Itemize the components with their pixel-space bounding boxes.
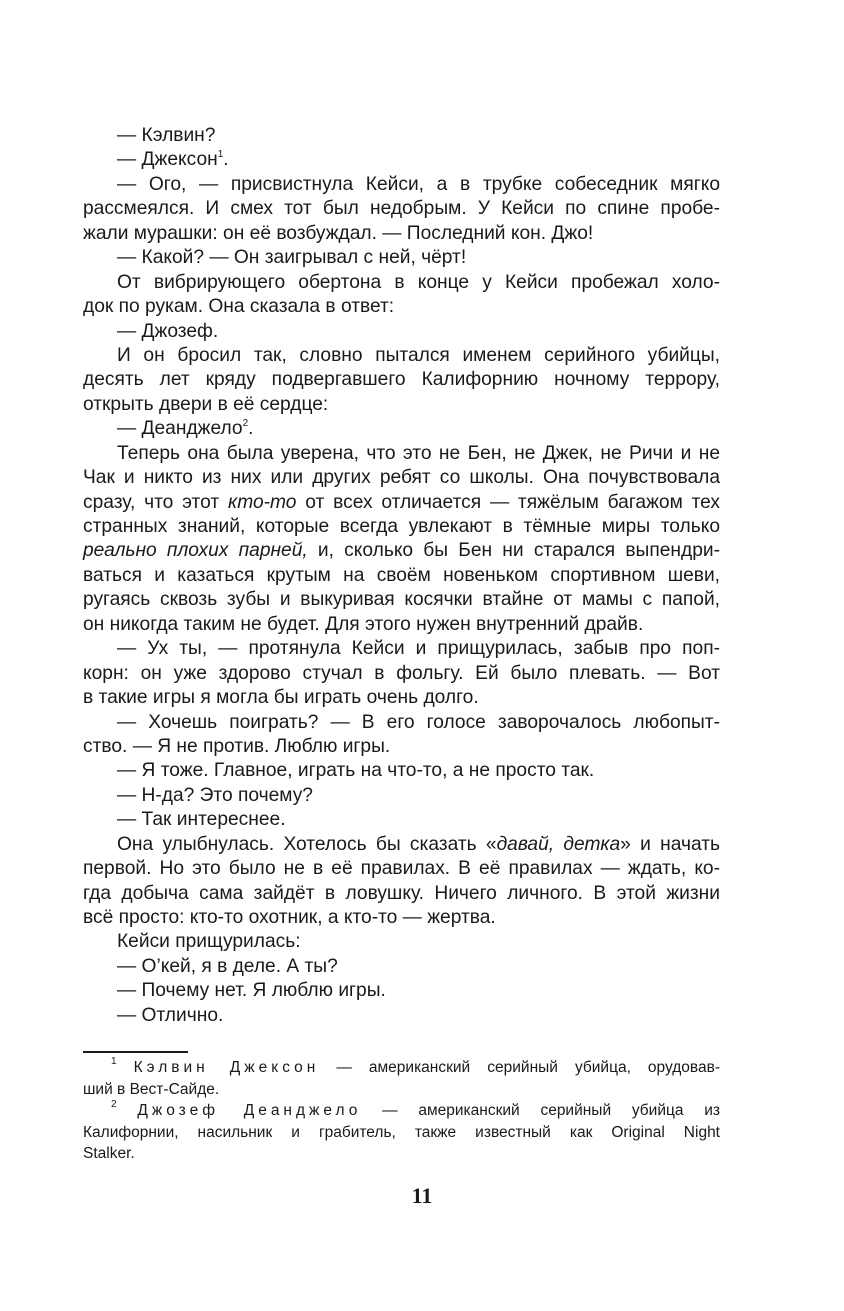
text-segment: — Какой? — Он заигрывал с ней, чёрт! bbox=[117, 247, 467, 269]
text-segment: и, сколько бы Бен ни старался выпендри- bbox=[307, 540, 720, 562]
text-segment: ство. — Я не против. Люблю игры. bbox=[83, 735, 391, 757]
text-line bbox=[83, 930, 720, 954]
text-segment: — американский серийный убийца, орудовав- bbox=[319, 1059, 720, 1076]
body-text bbox=[83, 124, 720, 1028]
text-segment: в такие игры я могла бы играть очень долго. bbox=[83, 687, 479, 709]
footnote-marker: 1 bbox=[217, 149, 224, 161]
text-segment: — Ух ты, — протянула Кейси и прищурилась, забыв про поп- bbox=[117, 638, 720, 660]
text-segment: — Н-да? Это почему? bbox=[117, 784, 313, 806]
text-segment bbox=[117, 1102, 138, 1119]
text-segment: — Ого, — присвистнула Кейси, а в трубке собеседник мягко bbox=[117, 173, 720, 195]
text-line bbox=[83, 271, 720, 295]
text-line bbox=[83, 466, 720, 490]
text-segment: — Отлично. bbox=[117, 1004, 224, 1026]
text-line bbox=[83, 222, 720, 246]
text-segment: открыть двери в её сердце: bbox=[83, 393, 329, 415]
text-line bbox=[83, 491, 720, 515]
page-number: 11 bbox=[411, 1183, 433, 1208]
text-line bbox=[83, 759, 720, 783]
text-segment: док по рукам. Она сказала в ответ: bbox=[83, 296, 395, 318]
text-segment: от всех отличается — тяжёлым багажом тех bbox=[296, 491, 720, 513]
text-segment: корн: он уже здорово стучал в фольгу. Ей было плевать. — Вот bbox=[83, 662, 720, 684]
footnote-line bbox=[83, 1143, 720, 1165]
text-segment: » и начать bbox=[620, 833, 720, 855]
text-segment: — Джексон bbox=[117, 149, 218, 171]
text-line bbox=[83, 173, 720, 197]
text-line bbox=[83, 246, 720, 270]
text-line bbox=[83, 295, 720, 319]
text-segment: рассмеялся. И смех тот был недобрым. У Кейси по спине пробе- bbox=[83, 198, 720, 220]
text-line bbox=[83, 344, 720, 368]
text-segment: — Я тоже. Главное, играть на что-то, а не просто так. bbox=[117, 760, 595, 782]
text-line bbox=[83, 955, 720, 979]
text-segment: Чак и никто из них или других ребят со школы. Она почувствовала bbox=[83, 467, 720, 489]
text-segment: От вибрирующего обертона в конце у Кейси пробежал холо- bbox=[117, 271, 720, 293]
text-segment: ший в Вест-Сайде. bbox=[83, 1080, 220, 1098]
text-segment: странных знаний, которые всегда увлекают в тёмные миры только bbox=[83, 516, 720, 537]
text-line bbox=[83, 784, 720, 808]
text-line bbox=[83, 662, 720, 686]
text-segment: первой. Но это было не в её правилах. В её правилах — ждать, ко- bbox=[83, 858, 720, 880]
text-segment: Кейси прищурилась: bbox=[117, 931, 301, 953]
text-line bbox=[83, 124, 720, 148]
text-line bbox=[83, 320, 720, 344]
text-line bbox=[83, 148, 720, 172]
text-segment: — О’кей, я в деле. А ты? bbox=[117, 955, 338, 977]
text-line bbox=[83, 637, 720, 661]
text-segment: Теперь она была уверена, что это не Бен, не Джек, не Ричи и не bbox=[117, 442, 720, 464]
text-line bbox=[83, 882, 720, 906]
text-line bbox=[83, 711, 720, 735]
footnotes bbox=[83, 1057, 720, 1165]
text-segment: Stalker. bbox=[83, 1145, 135, 1162]
footnote-line bbox=[83, 1100, 720, 1122]
footnote-marker: 1 bbox=[111, 1056, 117, 1067]
text-line bbox=[83, 417, 720, 441]
footnote-line bbox=[83, 1122, 720, 1144]
text-line bbox=[83, 442, 720, 466]
text-segment: жали мурашки: он её возбуждал. — Последний кон. Джо! bbox=[83, 222, 594, 244]
text-line bbox=[83, 515, 720, 539]
text-line bbox=[83, 197, 720, 221]
text-line bbox=[83, 833, 720, 857]
text-segment: сразу, что этот bbox=[83, 491, 228, 513]
italic-text: реально плохих парней, bbox=[83, 540, 308, 562]
text-segment: всё просто: кто-то охотник, а кто-то — жертва. bbox=[83, 907, 496, 928]
footnote-line bbox=[83, 1057, 720, 1079]
footnote-divider bbox=[83, 1051, 188, 1053]
footnote-line bbox=[83, 1079, 720, 1101]
text-segment: И он бросил так, словно пытался именем серийного убийцы, bbox=[117, 344, 720, 366]
text-line bbox=[83, 368, 720, 392]
footnote-marker: 2 bbox=[242, 418, 249, 430]
text-line bbox=[83, 564, 720, 588]
text-line bbox=[83, 686, 720, 710]
text-segment: гда добыча сама зайдёт в ловушку. Ничего личного. В этой жизни bbox=[83, 882, 720, 904]
text-line bbox=[83, 735, 720, 759]
text-segment: ругаясь сквозь зубы и выкуривая косячки втайне от мамы с папой, bbox=[83, 589, 720, 611]
text-segment: . bbox=[248, 418, 254, 440]
text-line bbox=[83, 588, 720, 612]
text-segment: — американский серийный убийца из bbox=[361, 1102, 720, 1119]
text-segment: десять лет кряду подвергавшего Калифорнию ночному террору, bbox=[83, 369, 720, 391]
text-segment: — Деанджело bbox=[117, 418, 243, 440]
text-segment: — Джозеф. bbox=[117, 320, 219, 342]
text-segment: он никогда таким не будет. Для этого нужен внутренний драйв. bbox=[83, 613, 644, 635]
text-segment: — Так интереснее. bbox=[117, 809, 286, 831]
text-segment: — Кэлвин? bbox=[117, 125, 216, 146]
text-line bbox=[83, 393, 720, 417]
italic-text: кто-то bbox=[227, 491, 297, 513]
text-line bbox=[83, 906, 720, 930]
text-line bbox=[83, 857, 720, 881]
text-segment: — Хочешь поиграть? — В его голосе заворочалось любопыт- bbox=[117, 711, 720, 733]
footnote-marker: 2 bbox=[111, 1099, 117, 1110]
text-segment: — Почему нет. Я люблю игры. bbox=[117, 980, 386, 1002]
text-segment: ваться и казаться крутым на своём новеньком спортивном шеви, bbox=[83, 564, 720, 586]
text-segment bbox=[117, 1059, 134, 1076]
text-segment: Кэлвин Джексон bbox=[133, 1059, 320, 1076]
text-line bbox=[83, 539, 720, 563]
text-segment: Джозеф Деанджело bbox=[137, 1102, 362, 1119]
text-line bbox=[83, 613, 720, 637]
text-segment: . bbox=[223, 149, 229, 171]
text-line bbox=[83, 1004, 720, 1028]
text-line bbox=[83, 979, 720, 1003]
text-segment: Калифорнии, насильник и грабитель, также известный как Original Night bbox=[83, 1123, 720, 1141]
text-line bbox=[83, 808, 720, 832]
text-segment: Она улыбнулась. Хотелось бы сказать « bbox=[117, 833, 497, 855]
italic-text: давай, детка bbox=[496, 833, 621, 855]
